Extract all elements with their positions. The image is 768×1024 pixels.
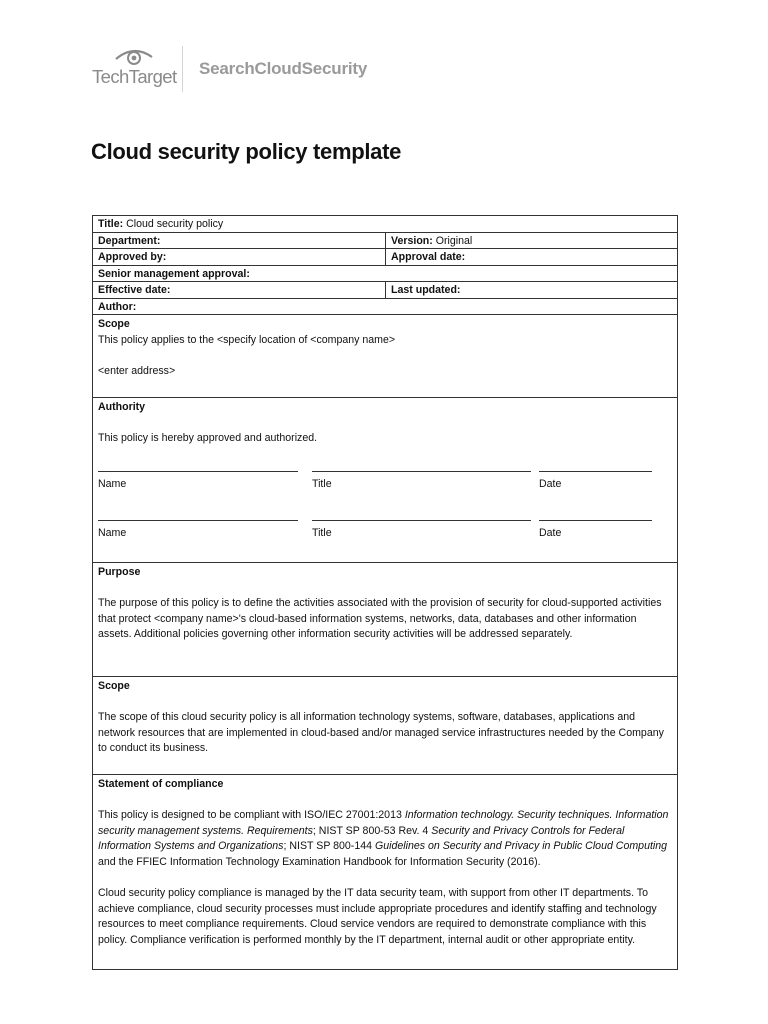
meta-row-approval: [93, 249, 677, 266]
approval-date-field[interactable]: [386, 249, 677, 265]
signature-row: [98, 520, 672, 569]
version-field[interactable]: [386, 233, 677, 249]
compliance-body: [93, 775, 677, 969]
section-heading: Scope: [98, 318, 130, 330]
senior-approval-label: Senior management approval:: [98, 267, 250, 280]
name-signature-line[interactable]: [98, 520, 298, 521]
version-label: Version:: [391, 234, 433, 247]
effective-date-field[interactable]: [93, 282, 386, 298]
approved-by-field[interactable]: [93, 249, 386, 265]
section-authority: [93, 398, 677, 563]
section-scope: [93, 677, 677, 775]
date-signature-line[interactable]: [539, 520, 652, 521]
last-updated-label: Last updated:: [391, 284, 461, 296]
title-field[interactable]: [93, 216, 677, 232]
title-value: Cloud security policy: [126, 218, 224, 230]
scope-text: The scope of this cloud security policy is all information technology systems, software, databases, applications and network resources that are implemented in cloud-based and/or managed service infrastructures needed by the Company to conduct its business.: [98, 711, 664, 755]
version-value: Original: [435, 234, 473, 247]
meta-row-senior-approval: [93, 266, 677, 283]
meta-row-author: [93, 299, 677, 316]
scope-body: [93, 677, 677, 774]
title-label: Title: [312, 526, 332, 539]
site-name: SearchCloudSecurity: [199, 59, 368, 78]
author-field[interactable]: [93, 299, 677, 315]
page-title: Cloud security policy template: [91, 139, 402, 164]
techtarget-logo: [92, 44, 177, 94]
eye-icon: [114, 46, 154, 68]
section-heading: Statement of compliance: [98, 778, 224, 790]
title-signature-line[interactable]: [312, 520, 531, 521]
date-signature-line[interactable]: [539, 471, 652, 472]
authority-statement: This policy is hereby approved and authorized.: [98, 432, 318, 445]
purpose-body: [93, 563, 677, 676]
senior-approval-field[interactable]: [93, 266, 677, 282]
scope-location-body[interactable]: [93, 315, 677, 397]
page-header: [92, 44, 368, 94]
address-placeholder: <enter address>: [98, 364, 176, 377]
meta-row-dates: [93, 282, 677, 299]
compliance-management-text: Cloud security policy compliance is managed by the IT data security team, with support from other IT departments. To achieve compliance, cloud security processes must include appropriate procedures and identify staffing and technology resources to meet compliance requirements. Cloud service vendors are required to demonstrate compliance with this policy. Compliance verification is performed monthly by the IT department, internal audit or other appropriate entity.: [98, 887, 657, 946]
section-purpose: [93, 563, 677, 677]
authority-body: [93, 398, 677, 562]
section-heading: Scope: [98, 680, 130, 692]
approval-date-label: Approval date:: [391, 251, 466, 263]
effective-date-label: Effective date:: [98, 284, 171, 296]
name-label: Name: [98, 526, 127, 539]
date-label: Date: [539, 526, 562, 539]
title-signature-line[interactable]: [312, 471, 531, 472]
department-label: Department:: [98, 234, 161, 247]
last-updated-field[interactable]: [386, 282, 677, 298]
techtarget-wordmark: TechTarget: [92, 66, 177, 87]
compliance-standards-text: This policy is designed to be compliant with ISO/IEC 27001:2013 Information technology. Security techniques. Information security management systems. Requirements; NIST SP 800-53 Rev. 4 Security and Privacy Controls for Federal Information Systems and Organizations; NIST SP 800-144 Guidelines on Security and Privacy in Public Cloud Computing and the FFIEC Information Technology Examination Handbook for Information Security (2016).: [98, 809, 669, 868]
section-compliance: [93, 775, 677, 969]
scope-location-line: This policy applies to the <specify location of <company name>: [98, 333, 396, 346]
header-divider: [182, 46, 183, 92]
section-scope-location: [93, 315, 677, 398]
approved-by-label: Approved by:: [98, 251, 167, 263]
name-label: Name: [98, 477, 127, 490]
signature-row: [98, 471, 672, 520]
purpose-text: The purpose of this policy is to define the activities associated with the provision of security for cloud-supported activities that protect <company name>'s cloud-based information systems, networks, data, databases and other information assets. Additional policies governing other information security activities will be addressed separately.: [98, 597, 662, 641]
meta-row-title: [93, 216, 677, 233]
department-field[interactable]: [93, 233, 386, 249]
policy-table: [92, 215, 678, 970]
name-signature-line[interactable]: [98, 471, 298, 472]
meta-row-department: [93, 233, 677, 250]
author-label: Author:: [98, 300, 137, 313]
date-label: Date: [539, 477, 562, 490]
section-heading: Purpose: [98, 566, 141, 578]
section-heading: Authority: [98, 401, 146, 413]
title-label: Title: [312, 477, 332, 490]
title-label: Title:: [98, 218, 124, 230]
